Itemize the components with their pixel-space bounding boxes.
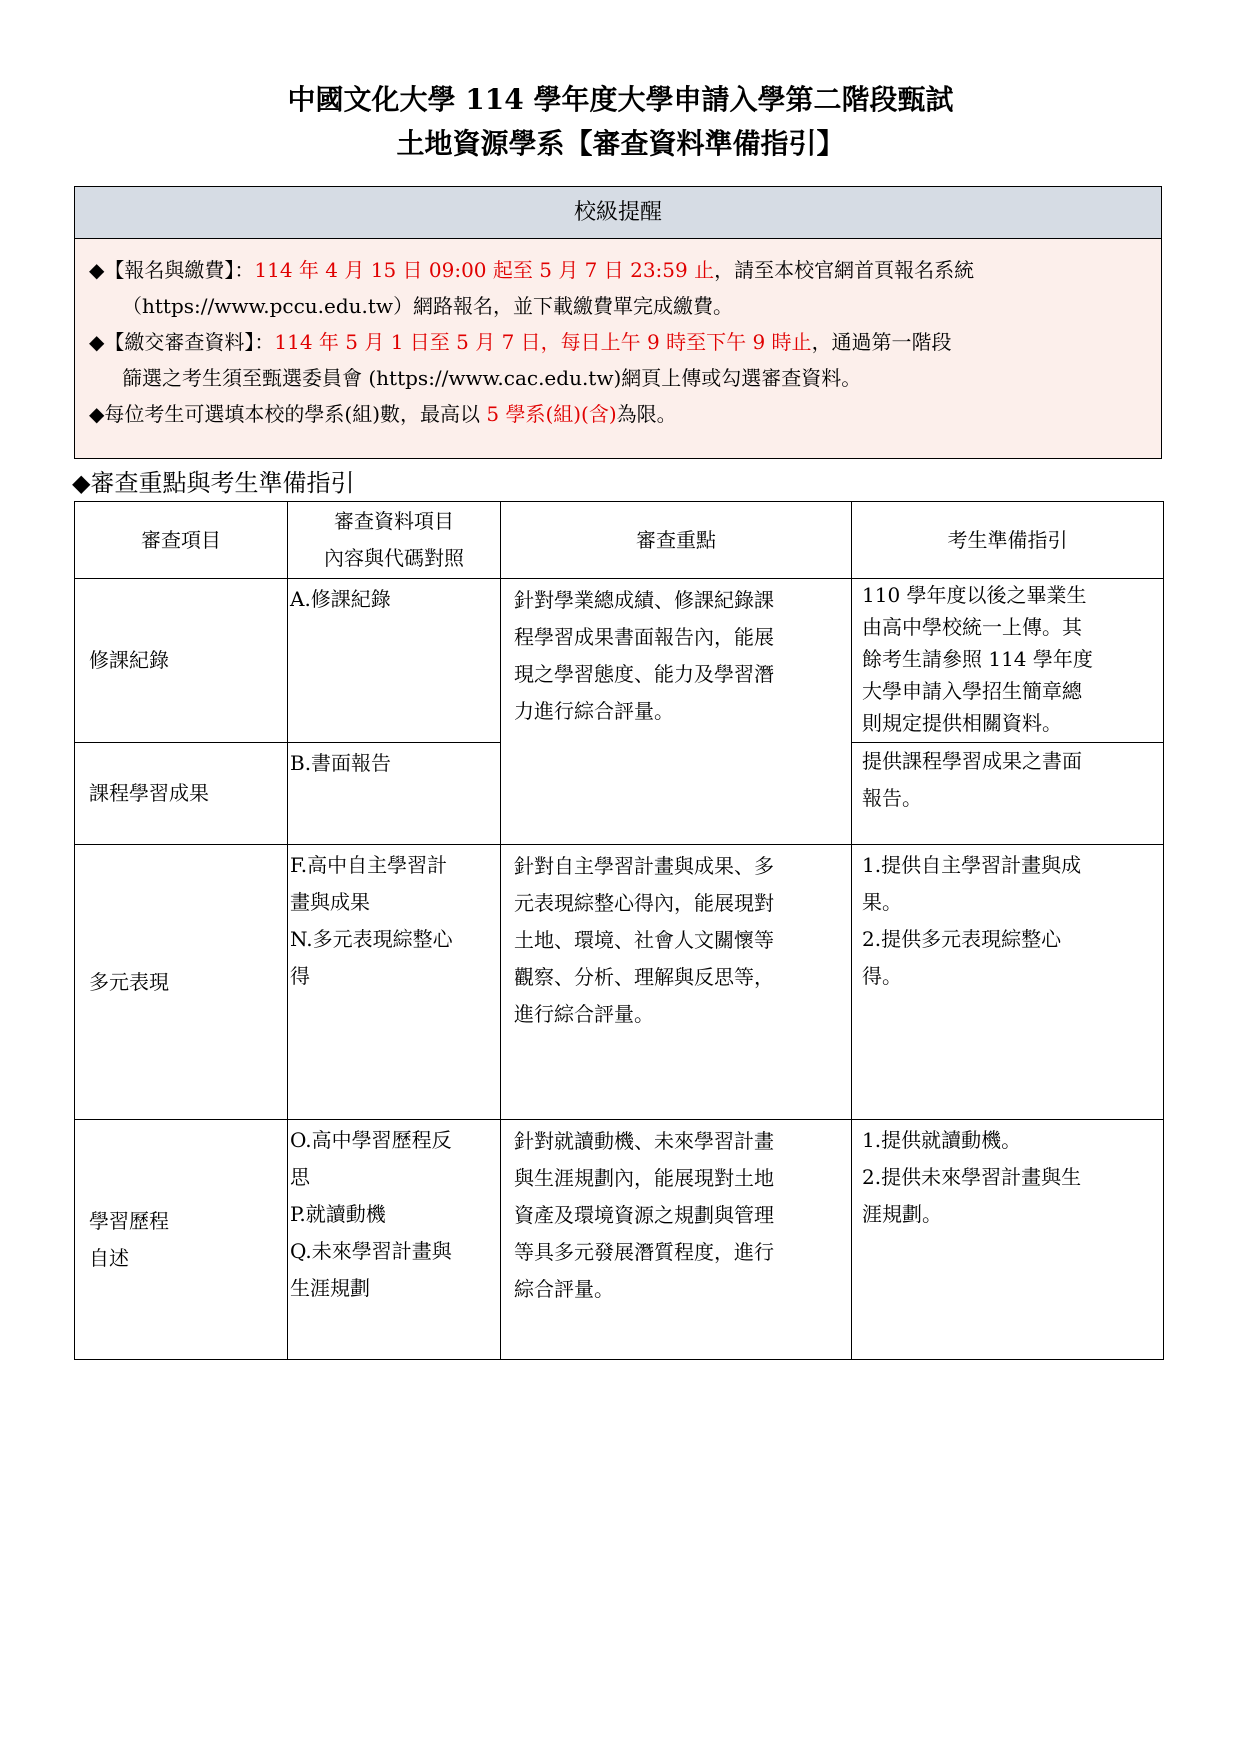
table-row bbox=[75, 845, 1164, 1120]
section-heading: ◆審查重點與考生準備指引 bbox=[72, 469, 355, 497]
guide-line: 報告。 bbox=[862, 786, 922, 810]
focus-line: 進行綜合評量。 bbox=[514, 1002, 654, 1026]
focus-line: 力進行綜合評量。 bbox=[514, 699, 674, 723]
item-line: 自述 bbox=[89, 1245, 129, 1270]
header-focus: 審查重點 bbox=[501, 502, 852, 579]
header-material-line: 內容與代碼對照 bbox=[324, 546, 464, 570]
notice-text: ，請至本校官網首頁報名系統 bbox=[714, 258, 975, 282]
diamond-bullet-icon: ◆ bbox=[89, 402, 105, 426]
review-guide-table bbox=[74, 501, 1164, 1360]
header-material-line: 審查資料項目 bbox=[334, 509, 454, 533]
school-notice-box bbox=[74, 186, 1162, 459]
focus-cell bbox=[501, 1120, 852, 1360]
focus-line: 程學習成果書面報告內，能展 bbox=[514, 625, 774, 649]
focus-cell bbox=[501, 579, 852, 845]
notice-deadline: 114 年 4 月 15 日 09:00 起至 5 月 7 日 23:59 止 bbox=[254, 258, 715, 282]
title-line-1: 中國文化大學 114 學年度大學申請入學第二階段甄試 bbox=[287, 83, 954, 116]
notice-text: （ bbox=[122, 294, 142, 318]
focus-line: 等具多元發展潛質程度，進行 bbox=[514, 1240, 774, 1264]
page-title bbox=[0, 78, 1241, 166]
notice-text: ）網路報名，並下載繳費單完成繳費。 bbox=[393, 294, 734, 318]
material-line: P.就讀動機 bbox=[290, 1202, 386, 1226]
material-cell bbox=[288, 1120, 501, 1360]
table-row bbox=[75, 1120, 1164, 1360]
header-material bbox=[288, 502, 501, 579]
focus-line: 針對自主學習計畫與成果、多 bbox=[514, 854, 774, 878]
table-header-row bbox=[75, 502, 1164, 579]
focus-line: 與生涯規劃內，能展現對土地 bbox=[514, 1166, 774, 1190]
material-line: 生涯規劃 bbox=[290, 1276, 370, 1300]
material-cell bbox=[288, 845, 501, 1120]
notice-text: )網頁上傳或勾選審查資料。 bbox=[613, 366, 862, 390]
guide-line: 得。 bbox=[862, 964, 902, 988]
notice-item-registration bbox=[89, 252, 1151, 288]
guide-cell bbox=[852, 1120, 1164, 1360]
focus-line: 綜合評量。 bbox=[514, 1277, 614, 1301]
guide-line: 提供課程學習成果之書面 bbox=[862, 749, 1082, 773]
item-cell bbox=[75, 1120, 288, 1360]
guide-cell bbox=[852, 579, 1164, 743]
title-line-2: 土地資源學系【審查資料準備指引】 bbox=[396, 127, 845, 160]
focus-line: 針對學業總成績、修課紀錄課 bbox=[514, 588, 774, 612]
focus-line: 資產及環境資源之規劃與管理 bbox=[514, 1203, 774, 1227]
material-line: F.高中自主學習計 bbox=[290, 853, 448, 877]
focus-line: 針對就讀動機、未來學習計畫 bbox=[514, 1129, 774, 1153]
material-cell bbox=[288, 579, 501, 743]
guide-line: 1.提供就讀動機。 bbox=[862, 1128, 1022, 1152]
notice-text: 每位考生可選填本校的學系(組)數，最高以 bbox=[104, 402, 480, 426]
focus-cell bbox=[501, 845, 852, 1120]
guide-line: 餘考生請參照 114 學年度 bbox=[862, 647, 1093, 671]
guide-line: 2.提供多元表現綜整心 bbox=[862, 927, 1062, 951]
diamond-bullet-icon: ◆ bbox=[89, 258, 105, 282]
notice-text: ，通過第一階段 bbox=[811, 330, 952, 354]
notice-label: 【報名與繳費】： bbox=[104, 258, 255, 282]
notice-item-limit bbox=[89, 396, 1151, 432]
notice-deadline: 114 年 5 月 1 日至 5 月 7 日，每日上午 9 時至下午 9 時止 bbox=[274, 330, 812, 354]
material-line: B.書面報告 bbox=[290, 751, 392, 775]
guide-line: 2.提供未來學習計畫與生 bbox=[862, 1165, 1082, 1189]
cac-link[interactable]: https://www.cac.edu.tw bbox=[376, 366, 614, 390]
material-line: 得 bbox=[290, 964, 310, 988]
notice-item-submission-cont bbox=[89, 360, 1151, 396]
pccu-link[interactable]: https://www.pccu.edu.tw bbox=[142, 294, 394, 318]
focus-line: 觀察、分析、理解與反思等， bbox=[514, 965, 774, 989]
focus-line: 土地、環境、社會人文關懷等 bbox=[514, 928, 774, 952]
focus-line: 現之學習態度、能力及學習潛 bbox=[514, 662, 774, 686]
guide-line: 果。 bbox=[862, 890, 902, 914]
material-line: 思 bbox=[290, 1165, 310, 1189]
guide-line: 則規定提供相關資料。 bbox=[862, 711, 1062, 735]
diamond-bullet-icon: ◆ bbox=[89, 330, 105, 354]
notice-header: 校級提醒 bbox=[75, 187, 1161, 239]
notice-limit: 5 學系(組)(含) bbox=[480, 402, 617, 426]
guide-line: 涯規劃。 bbox=[862, 1202, 942, 1226]
item-cell: 修課紀錄 bbox=[75, 579, 288, 743]
focus-line: 元表現綜整心得內，能展現對 bbox=[514, 891, 774, 915]
material-line: N.多元表現綜整心 bbox=[290, 927, 453, 951]
guide-line: 110 學年度以後之畢業生 bbox=[862, 583, 1087, 607]
notice-label: 【繳交審查資料】： bbox=[104, 330, 275, 354]
notice-text: 為限。 bbox=[616, 402, 677, 426]
guide-cell bbox=[852, 743, 1164, 845]
notice-item-submission bbox=[89, 324, 1151, 360]
guide-line: 1.提供自主學習計畫與成 bbox=[862, 853, 1082, 877]
table-row bbox=[75, 579, 1164, 743]
header-item: 審查項目 bbox=[75, 502, 288, 579]
item-cell: 課程學習成果 bbox=[75, 743, 288, 845]
header-guide: 考生準備指引 bbox=[852, 502, 1164, 579]
notice-body bbox=[75, 239, 1161, 432]
material-line: 畫與成果 bbox=[290, 890, 370, 914]
guide-line: 由高中學校統一上傳。其 bbox=[862, 615, 1082, 639]
material-line: Q.未來學習計畫與 bbox=[290, 1239, 452, 1263]
material-line: A.修課紀錄 bbox=[290, 587, 391, 611]
item-line: 學習歷程 bbox=[89, 1208, 169, 1233]
item-cell: 多元表現 bbox=[75, 845, 288, 1120]
guide-cell bbox=[852, 845, 1164, 1120]
material-cell bbox=[288, 743, 501, 845]
notice-item-registration-cont bbox=[89, 288, 1151, 324]
notice-text: 篩選之考生須至甄選委員會 ( bbox=[122, 366, 377, 390]
guide-line: 大學申請入學招生簡章總 bbox=[862, 679, 1082, 703]
material-line: O.高中學習歷程反 bbox=[290, 1128, 452, 1152]
